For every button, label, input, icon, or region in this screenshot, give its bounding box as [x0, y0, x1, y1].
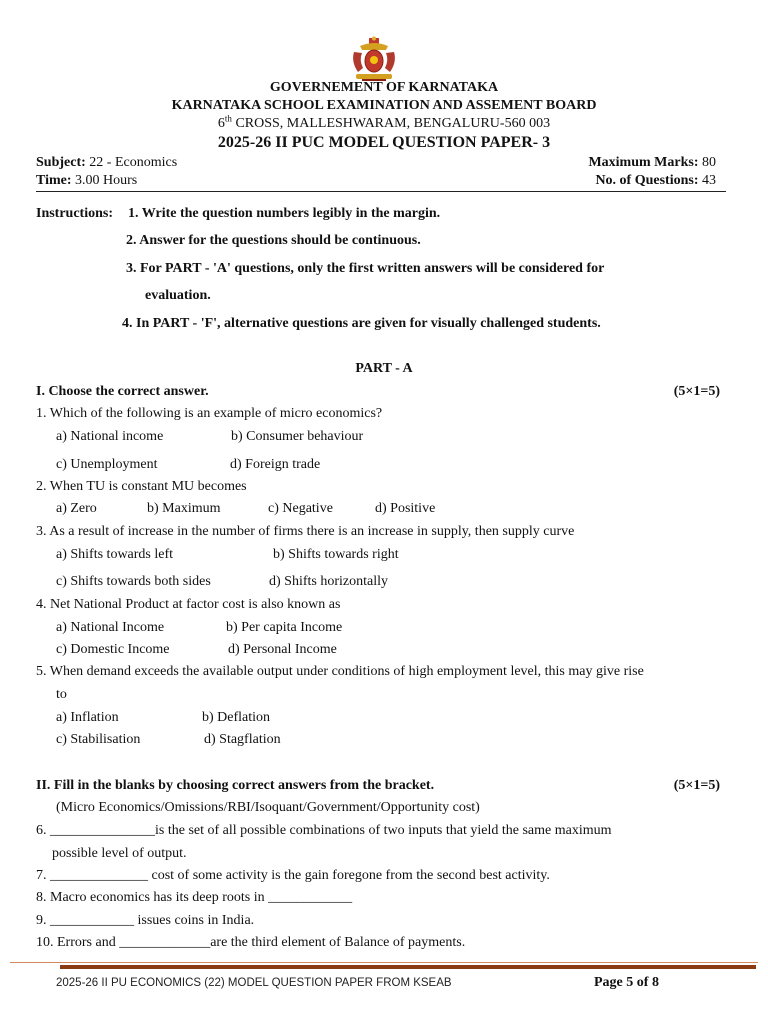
questions-count-value: 43	[698, 173, 716, 188]
government-title: GOVERNEMENT OF KARNATAKA	[269, 80, 499, 95]
q1-option-b: b) Consumer behaviour	[231, 429, 364, 444]
board-address	[0, 113, 768, 132]
header-rule	[36, 191, 726, 192]
max-marks-label: Maximum Marks:	[588, 155, 699, 170]
q2-option-a: a) Zero	[56, 501, 97, 516]
q3-option-d: d) Shifts horizontally	[269, 574, 388, 589]
question-5-cont: to	[56, 687, 67, 702]
max-marks-line	[588, 155, 716, 171]
question-2: 2. When TU is constant MU becomes	[36, 479, 247, 494]
q4-option-b: b) Per capita Income	[226, 620, 343, 635]
q5-option-d: d) Stagflation	[204, 732, 281, 747]
instructions-label: Instructions:	[36, 206, 114, 221]
footer-rule-thick	[60, 965, 756, 969]
page-current: 5	[626, 975, 634, 990]
section-2-marks: (5×1=5)	[673, 778, 720, 793]
karnataka-emblem-icon	[348, 36, 400, 82]
subject-label: Subject:	[36, 155, 86, 170]
questions-count-line	[595, 173, 716, 189]
page-total: 8	[651, 975, 659, 990]
question-6-cont: possible level of output.	[52, 846, 187, 861]
q1-option-a: a) National income	[56, 429, 164, 444]
q5-option-b: b) Deflation	[202, 710, 271, 725]
q1-option-c: c) Unemployment	[56, 457, 158, 472]
q3-option-a: a) Shifts towards left	[56, 547, 174, 562]
instruction-3-cont: evaluation.	[145, 288, 211, 303]
section-1-heading: I. Choose the correct answer.	[36, 384, 209, 399]
instruction-1: 1. Write the question numbers legibly in the margin.	[128, 206, 441, 221]
q5-option-a: a) Inflation	[56, 710, 119, 725]
page-of: of	[633, 975, 652, 990]
question-10: 10. Errors and _____________are the third element of Balance of payments.	[36, 935, 466, 950]
q1-option-d: d) Foreign trade	[230, 457, 321, 472]
q4-option-c: c) Domestic Income	[56, 642, 170, 657]
instruction-4: 4. In PART - 'F', alternative questions are given for visually challenged students.	[122, 316, 601, 331]
q3-option-c: c) Shifts towards both sides	[56, 574, 211, 589]
answer-choices-bracket: (Micro Economics/Omissions/RBI/Isoquant/Government/Opportunity cost)	[56, 800, 480, 815]
question-3: 3. As a result of increase in the number of firms there is an increase in supply, then supply curve	[36, 524, 575, 539]
section-2-heading: II. Fill in the blanks by choosing correct answers from the bracket.	[36, 778, 435, 793]
subject-line	[36, 155, 177, 171]
footer-paper-title: 2025-26 II PU ECONOMICS (22) MODEL QUESTION PAPER FROM KSEAB	[56, 977, 452, 989]
page-number	[594, 975, 659, 991]
time-line	[36, 173, 137, 189]
max-marks-value: 80	[698, 155, 716, 170]
question-9: 9. ____________ issues coins in India.	[36, 913, 255, 928]
footer-rule-thin	[10, 962, 758, 963]
part-a-title: PART - A	[355, 361, 413, 376]
address-text: CROSS, MALLESHWARAM, BENGALURU-560 003	[231, 116, 551, 131]
instruction-3: 3. For PART - 'A' questions, only the first written answers will be considered for	[126, 261, 605, 276]
q4-option-a: a) National Income	[56, 620, 165, 635]
address-superscript: th	[224, 113, 232, 124]
paper-title: 2025-26 II PUC MODEL QUESTION PAPER- 3	[217, 134, 551, 151]
question-5: 5. When demand exceeds the available output under conditions of high employment level, this may give rise	[36, 664, 644, 679]
time-value: 3.00 Hours	[71, 173, 138, 188]
board-title: KARNATAKA SCHOOL EXAMINATION AND ASSEMENT BOARD	[171, 98, 597, 113]
page-label: Page	[594, 975, 627, 990]
q3-option-b: b) Shifts towards right	[273, 547, 399, 562]
questions-count-label: No. of Questions:	[595, 173, 699, 188]
question-6: 6. _______________is the set of all possible combinations of two inputs that yield the same maximum	[36, 823, 612, 838]
section-1-marks: (5×1=5)	[673, 384, 720, 399]
question-1: 1. Which of the following is an example of micro economics?	[36, 406, 383, 421]
question-7: 7. ______________ cost of some activity is the gain foregone from the second best activity.	[36, 868, 550, 883]
subject-value: 22 - Economics	[85, 155, 178, 170]
instruction-2: 2. Answer for the questions should be continuous.	[126, 233, 421, 248]
time-label: Time:	[36, 173, 72, 188]
question-8: 8. Macro economics has its deep roots in ____________	[36, 890, 353, 905]
q5-option-c: c) Stabilisation	[56, 732, 141, 747]
q2-option-b: b) Maximum	[147, 501, 221, 516]
q2-option-c: c) Negative	[268, 501, 333, 516]
q4-option-d: d) Personal Income	[228, 642, 337, 657]
q2-option-d: d) Positive	[375, 501, 436, 516]
question-4: 4. Net National Product at factor cost is also known as	[36, 597, 341, 612]
address-number: 6	[217, 116, 225, 131]
